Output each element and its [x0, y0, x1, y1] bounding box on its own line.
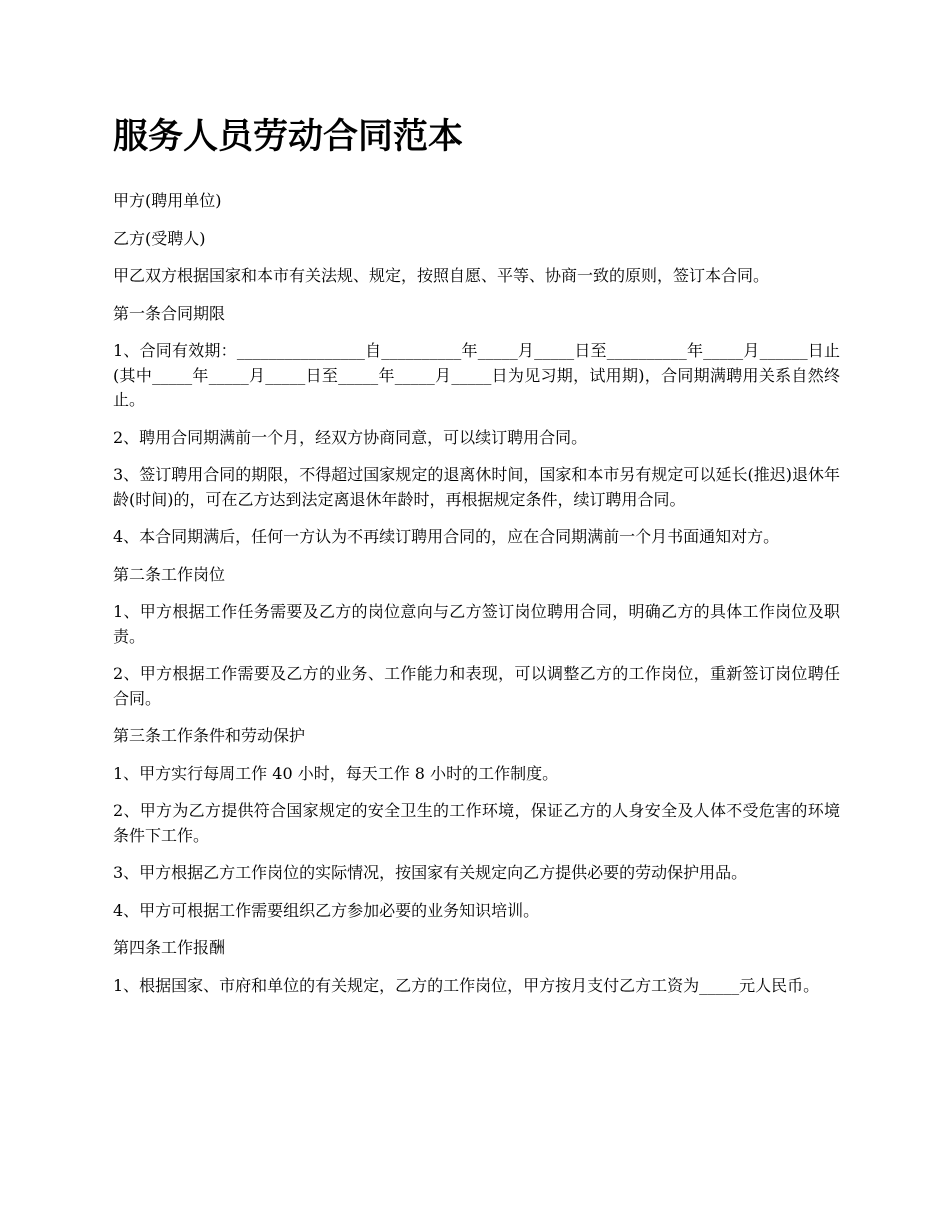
section-heading-conditions: 第三条工作条件和劳动保护 [113, 726, 306, 745]
party-b-line: 乙方(受聘人) [113, 228, 206, 248]
preamble-paragraph: 甲乙双方根据国家和本市有关法规、规定，按照自愿、平等、协商一致的原则，签订本合同。 [113, 266, 770, 285]
clause-1-4: 4、本合同期满后，任何一方认为不再续订聘用合同的，应在合同期满前一个月书面通知对方。 [113, 527, 780, 546]
clause-3-1: 1、甲方实行每周工作 40 小时，每天工作 8 小时的工作制度。 [113, 763, 559, 783]
clause-1-3: 3、签订聘用合同的期限，不得超过国家规定的退离休时间，国家和本市另有规定可以延长(推迟)退休年龄(时间)的，可在乙方达到法定离退休年龄时，再根据规定条件，续订聘用合同。 [113, 465, 840, 509]
document-title: 服务人员劳动合同范本 [113, 116, 464, 157]
clause-1-2: 2、聘用合同期满前一个月，经双方协商同意，可以续订聘用合同。 [113, 427, 588, 447]
clause-2-1: 1、甲方根据工作任务需要及乙方的岗位意向与乙方签订岗位聘用合同，明确乙方的具体工作岗位及职责。 [113, 602, 840, 646]
clause-3-4: 4、甲方可根据工作需要组织乙方参加必要的业务知识培训。 [113, 900, 540, 920]
party-a-line: 甲方(聘用单位) [113, 191, 222, 210]
section-heading-term: 第一条合同期限 [113, 303, 226, 323]
clause-3-3: 3、甲方根据乙方工作岗位的实际情况，按国家有关规定向乙方提供必要的劳动保护用品。 [113, 863, 748, 882]
clause-1-1: 1、合同有效期：________________自__________年_____月_____日至__________年_____月______日止(其中_____年_____月_____日至_____年_____月_____日为见习期，试用期)，合同期满聘用关系自然终止。 [113, 341, 840, 409]
clause-4-1: 1、根据国家、市府和单位的有关规定，乙方的工作岗位，甲方按月支付乙方工资为_____元人民币。 [113, 975, 820, 995]
clause-3-2: 2、甲方为乙方提供符合国家规定的安全卫生的工作环境，保证乙方的人身安全及人体不受危害的环境条件下工作。 [113, 801, 840, 845]
section-heading-pay: 第四条工作报酬 [113, 938, 226, 957]
clause-2-2: 2、甲方根据工作需要及乙方的业务、工作能力和表现，可以调整乙方的工作岗位，重新签订岗位聘任合同。 [113, 664, 840, 708]
section-heading-position: 第二条工作岗位 [113, 564, 226, 584]
